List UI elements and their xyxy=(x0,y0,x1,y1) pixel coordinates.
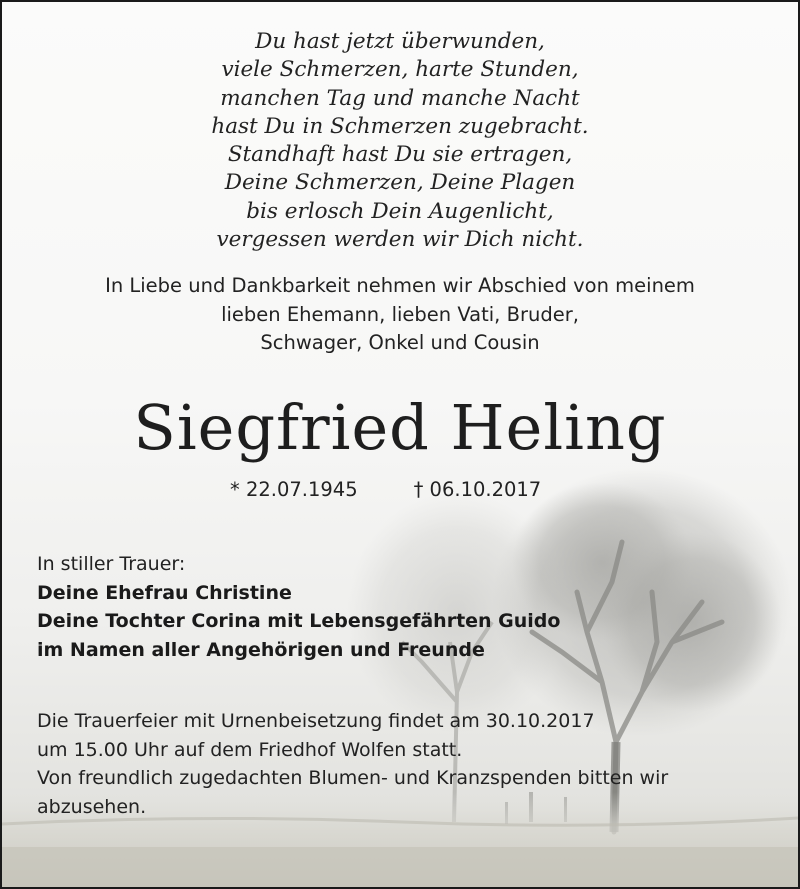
service-line: Die Trauerfeier mit Urnenbeisetzung findet am 30.10.2017 xyxy=(37,710,595,732)
funeral-service-info xyxy=(37,707,668,821)
poem-line: hast Du in Schmerzen zugebracht. xyxy=(211,113,589,139)
service-line: Von freundlich zugedachten Blumen- und Kranzspenden bitten wir xyxy=(37,767,669,789)
poem-line: Du hast jetzt überwunden, xyxy=(255,29,545,54)
farewell-line: lieben Ehemann, lieben Vati, Bruder, xyxy=(221,302,579,326)
life-dates xyxy=(230,478,541,501)
poem-line: manchen Tag und manche Nacht xyxy=(220,85,580,111)
poem-line: bis erlosch Dein Augenlicht, xyxy=(246,198,554,224)
service-line: um 15.00 Uhr auf dem Friedhof Wolfen statt. xyxy=(37,738,463,761)
farewell-line: Schwager, Onkel und Cousin xyxy=(260,331,540,354)
deceased-name: Siegfried Heling xyxy=(133,391,667,464)
farewell-line: In Liebe und Dankbarkeit nehmen wir Abschied von meinem xyxy=(105,274,695,297)
death-date: † 06.10.2017 xyxy=(413,478,542,501)
mourner-line: im Namen aller Angehörigen und Freunde xyxy=(37,638,485,661)
service-line: abzusehen. xyxy=(37,795,147,818)
mourner-line: Deine Tochter Corina mit Lebensgefährten Guido xyxy=(37,610,561,632)
memorial-poem xyxy=(2,28,798,254)
poem-line: Deine Schmerzen, Deine Plagen xyxy=(224,170,576,196)
mourner-line: Deine Ehefrau Christine xyxy=(37,581,292,604)
farewell-text xyxy=(2,272,798,358)
mourners-block xyxy=(37,550,560,664)
birth-date: * 22.07.1945 xyxy=(230,478,358,501)
mourners-intro: In stiller Trauer: xyxy=(37,553,186,575)
poem-line: vergessen werden wir Dich nicht. xyxy=(216,227,584,253)
poem-line: Standhaft hast Du sie ertragen, xyxy=(227,142,573,168)
poem-line: viele Schmerzen, harte Stunden, xyxy=(221,57,579,83)
